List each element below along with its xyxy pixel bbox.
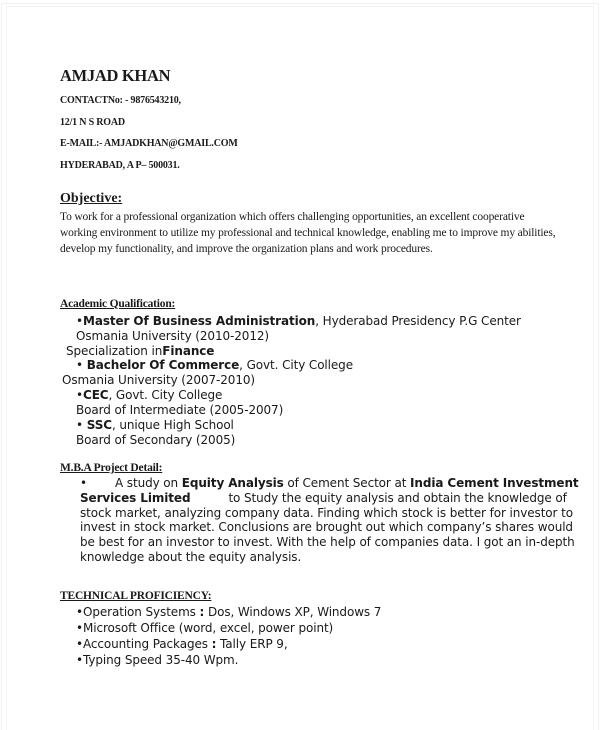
- degree: Bachelor Of Commerce: [86, 358, 240, 372]
- institution: , unique High School: [111, 418, 234, 432]
- contact-phone: CONTACTNo: - 9876543210,: [60, 95, 181, 106]
- project-description: [80, 476, 590, 565]
- bullet-icon: •: [76, 418, 87, 432]
- degree: Master Of Business Administration: [82, 314, 316, 328]
- academic-item-mba: [76, 314, 521, 329]
- institution: , Govt. City College: [108, 388, 223, 402]
- academic-item-cec: [76, 388, 222, 403]
- academic-board: Board of Intermediate (2005-2007): [76, 403, 284, 417]
- technical-item: •Accounting Packages : Tally ERP 9,: [76, 637, 288, 651]
- bullet-icon: •: [76, 358, 87, 372]
- academic-board: Board of Secondary (2005): [76, 433, 236, 447]
- contact-city: HYDERABAD, A P– 500031.: [60, 160, 180, 171]
- specialization-value: Finance: [162, 344, 215, 358]
- academic-heading: Academic Qualification:: [60, 298, 176, 310]
- academic-board: Osmania University (2010-2012): [76, 329, 269, 343]
- objective-heading: Objective:: [60, 191, 123, 206]
- institution: , Govt. City College: [239, 358, 353, 372]
- academic-item-ssc: [76, 418, 234, 433]
- project-intro: A study on: [114, 476, 182, 490]
- bullet-icon: •: [76, 388, 83, 402]
- objective-text: To work for a professional organization which offers challenging opportunities, an excellent cooperative working environment to utilize my professional and technical knowledge, enabling me to improve my abilities, develop my functionality, and improve the organization plans and work procedures.: [60, 211, 556, 255]
- degree: CEC: [82, 388, 109, 402]
- bullet-icon: •: [76, 621, 83, 635]
- bullet-icon: •: [76, 605, 83, 619]
- specialization-label: Specialization in: [66, 344, 163, 358]
- contact-address: 12/1 N S ROAD: [60, 117, 125, 128]
- bullet-icon: •: [80, 476, 87, 490]
- technical-item: •Microsoft Office (word, excel, power point): [76, 621, 334, 635]
- project-company: India Cement Investment Services Limited: [80, 476, 579, 505]
- bullet-icon: •: [76, 653, 83, 667]
- contact-email: E-MAIL:- AMJADKHAN@GMAIL.COM: [60, 138, 238, 149]
- technical-item: •Typing Speed 35-40 Wpm.: [76, 653, 239, 667]
- project-text: to Study the equity analysis and obtain the knowledge of stock market, analyzing company data. Finding which stock is better for investor to invest in stock market. Conclusions are brought out which company’s shares would be best for an investor to invest. With the help of companies data. I got an in-depth knowledge about the equity analysis.: [80, 490, 575, 564]
- academic-specialization: [66, 344, 214, 359]
- project-heading: M.B.A Project Detail:: [60, 462, 163, 474]
- bullet-icon: •: [76, 637, 83, 651]
- technical-item: •Operation Systems : Dos, Windows XP, Windows 7: [76, 605, 382, 619]
- academic-board: Osmania University (2007-2010): [62, 373, 255, 387]
- bullet-icon: •: [76, 314, 83, 328]
- degree: SSC: [86, 418, 112, 432]
- candidate-name: AMJAD KHAN: [60, 66, 171, 85]
- project-mid: of Cement Sector at: [283, 476, 411, 490]
- academic-item-bcom: [76, 358, 353, 373]
- institution: , Hyderabad Presidency P.G Center: [315, 314, 521, 328]
- technical-heading: TECHNICAL PROFICIENCY:: [60, 590, 212, 602]
- project-topic: Equity Analysis: [181, 476, 284, 490]
